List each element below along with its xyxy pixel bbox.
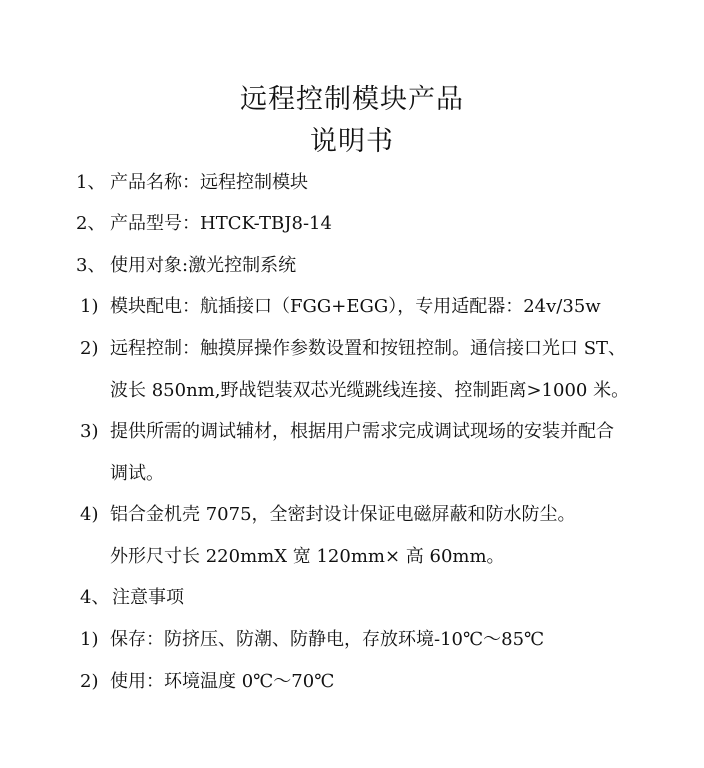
document-subtitle: 说明书 [310,126,394,157]
section-text: 使用对象:激光控制系统 [110,255,297,276]
item-continuation: 波长 850nm,野战铠装双芯光缆跳线连接、控制距离>1000 米。 [110,380,630,401]
item-text: 铝合金机壳 7075，全密封设计保证电磁屏蔽和防水防尘。 [110,504,576,525]
document-title: 远程控制模块产品 [240,84,464,115]
note-text: 保存：防挤压、防潮、防静电，存放环境-10℃～85℃ [110,629,545,650]
item-text: 模块配电：航插接口（FGG+EGG），专用适配器：24v/35w [110,296,601,317]
item-text: 远程控制：触摸屏操作参数设置和按钮控制。通信接口光口 ST、 [110,338,627,359]
section-text: 产品型号：HTCK-TBJ8-14 [110,213,332,234]
item-text: 提供所需的调试辅材，根据用户需求完成调试现场的安装并配合 [110,421,614,442]
note-text: 使用：环境温度 0℃～70℃ [110,671,335,692]
section-text: 注意事项 [112,587,184,608]
item-continuation: 外形尺寸长 220mmX 宽 120mm× 高 60mm。 [110,546,505,567]
item-number: 3) [80,421,99,442]
section-text: 产品名称：远程控制模块 [110,172,308,193]
section-number: 4、 [80,587,110,608]
item-number: 4) [80,504,99,525]
section-number: 2、 [76,213,106,234]
item-continuation: 调试。 [110,463,164,484]
section-number: 1、 [76,172,106,193]
note-number: 1) [80,629,99,650]
section-number: 3、 [76,255,106,276]
item-number: 2) [80,338,99,359]
item-number: 1) [80,296,99,317]
note-number: 2) [80,671,99,692]
